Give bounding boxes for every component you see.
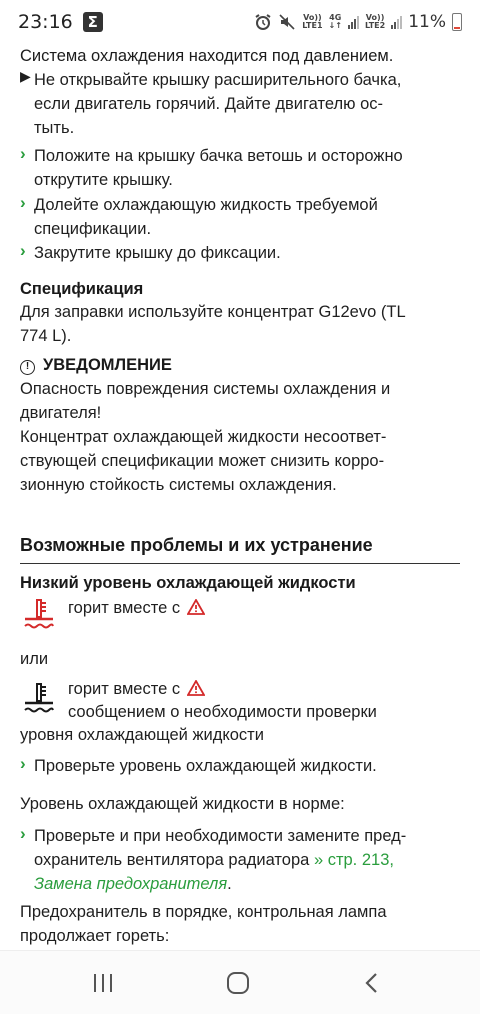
step-text: Проверьте и при необходимости замените пред- охранитель вентилятора радиатора » стр. 213, Замена предохранителя. <box>34 827 407 893</box>
lamp-black-message-cont: уровня охлаждающей жидкости <box>20 726 264 744</box>
status-time: 23:16 <box>18 11 73 33</box>
section-title: Возможные проблемы и их устранение <box>20 533 460 564</box>
step-arrow-icon: › <box>20 193 26 212</box>
lamp-black-message: сообщением о необходимости проверки <box>68 703 377 721</box>
battery-percent: 11% <box>408 12 446 32</box>
step-item <box>20 193 465 241</box>
lamp-red-line: горит вместе с <box>68 596 448 620</box>
status-icons <box>254 12 462 32</box>
step-text: Долейте охлаждающую жидкость требуемой спецификации. <box>34 196 378 238</box>
step-item <box>20 754 465 778</box>
warning-text: Не открывайте крышку расширительного бачка, если двигатель горячий. Дайте двигателю ос- тыть. <box>34 71 402 137</box>
triangle-bullet-icon: ▶ <box>20 68 31 84</box>
or-text: или <box>20 650 49 668</box>
home-icon <box>226 971 250 995</box>
step-arrow-icon: › <box>20 241 26 260</box>
pressure-note: Система охлаждения находится под давлением. <box>20 47 394 65</box>
back-icon <box>364 972 380 994</box>
sim2-indicator: Vo)) LTE2 <box>364 13 386 30</box>
warning-triangle-icon <box>187 599 205 615</box>
notice-heading: ! УВЕДОМЛЕНИЕ <box>20 353 172 377</box>
battery-icon <box>452 13 462 31</box>
step-arrow-icon: › <box>20 754 26 773</box>
alarm-icon <box>254 13 272 31</box>
recent-apps-button[interactable] <box>83 965 123 1001</box>
step-item <box>20 824 465 896</box>
warning-triangle-icon <box>187 680 205 696</box>
mute-icon <box>278 13 296 31</box>
back-button[interactable] <box>352 965 392 1001</box>
signal-icon-2 <box>391 16 402 29</box>
coolant-temp-black-icon <box>20 681 58 715</box>
recent-apps-icon <box>92 973 114 993</box>
fuse-ok-text: Предохранитель в порядке, контрольная лампа продолжает гореть: <box>20 903 387 945</box>
navigation-bar <box>0 950 480 1014</box>
signal-icon <box>348 16 359 29</box>
lamp-black-line: горит вместе с <box>68 677 448 701</box>
warning-item <box>20 68 465 140</box>
status-bar <box>0 0 480 44</box>
step-text: Положите на крышку бачка ветошь и осторожно открутите крышку. <box>34 147 403 189</box>
page-link[interactable]: » стр. 213, <box>313 851 394 869</box>
step-arrow-icon: › <box>20 824 26 843</box>
fuse-replace-link[interactable]: Замена предохранителя <box>34 875 228 893</box>
coolant-temp-red-icon <box>20 597 58 631</box>
step-arrow-icon: › <box>20 144 26 163</box>
notice-icon: ! <box>20 360 35 375</box>
step-item <box>20 144 465 192</box>
step-text: Закрутите крышку до фиксации. <box>34 244 281 262</box>
step-text: Проверьте уровень охлаждающей жидкости. <box>34 757 377 775</box>
network-type-indicator: 4G ↓↑ <box>328 13 342 30</box>
sim1-indicator: Vo)) LTE1 <box>302 13 323 30</box>
notice-text: Опасность повреждения системы охлаждения и двигателя! Концентрат охлаждающей жидкости несоответ- ствующей спецификации может снизить корро- зионную стойкость системы охлаждения. <box>20 380 391 494</box>
step-item <box>20 241 465 265</box>
spec-heading: Спецификация <box>20 280 144 298</box>
low-coolant-heading: Низкий уровень охлаждающей жидкости <box>20 574 356 592</box>
level-normal-text: Уровень охлаждающей жидкости в норме: <box>20 795 345 813</box>
sigma-app-icon: Σ <box>83 12 103 32</box>
home-button[interactable] <box>218 965 258 1001</box>
spec-text: Для заправки используйте концентрат G12evo (TL 774 L). <box>20 303 406 345</box>
